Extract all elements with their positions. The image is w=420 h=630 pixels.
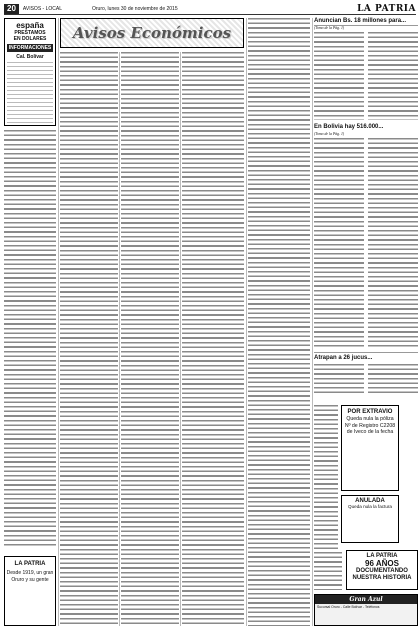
lost-notice — [341, 405, 399, 491]
news-body-2a — [314, 138, 364, 348]
column-divider — [58, 18, 59, 626]
page-number: 20 — [4, 4, 19, 14]
news-body-1a — [314, 32, 364, 120]
ad-la-patria-body: Desde 1919, un gran Oruro y su gente — [6, 570, 54, 583]
ad-espana-details — [7, 62, 53, 123]
classified-column-4 — [248, 18, 310, 626]
avisos-banner — [60, 18, 244, 48]
gran-azul-info: Sucursal Oruro - Calle Bolívar - Teléfonos — [317, 605, 380, 609]
annul-notice — [341, 495, 399, 543]
news-source-2: (Tomo de la Pág. 1) — [314, 132, 345, 136]
gran-azul-brand: Gran Azul — [315, 595, 417, 604]
column-divider — [246, 18, 247, 626]
classified-column-2 — [121, 52, 179, 626]
news-body-1b — [368, 32, 418, 120]
ad-la-patria — [4, 556, 56, 626]
ad-espana-line1: PRESTAMOS — [14, 30, 46, 36]
news-body-small — [314, 405, 338, 550]
ad-espana-line2: EN DOLARES — [13, 36, 47, 42]
column-divider — [119, 52, 120, 626]
classified-column-left — [4, 130, 56, 548]
anniversary-brand: LA PATRIA — [366, 553, 398, 559]
ad-espana — [4, 18, 56, 126]
column-divider — [180, 52, 181, 626]
section-name: AVISOS - LOCAL — [22, 5, 62, 12]
avisos-banner-title: Avisos Económicos — [72, 24, 232, 42]
annul-notice-title: ANULADA — [355, 498, 385, 504]
news-headline-2: En Bolivia hay 516.000... — [314, 124, 384, 130]
classified-column-1 — [60, 52, 118, 626]
page-header — [4, 3, 416, 15]
news-body-3b — [368, 364, 418, 394]
column-divider — [312, 18, 313, 626]
anniversary-slogan: DOCUMENTANDO NUESTRA HISTORIA — [352, 568, 412, 581]
news-body-3a — [314, 364, 364, 394]
news-headline-3: Atrapan a 26 jucus... — [314, 352, 418, 361]
publication-date: Oruro, lunes 30 de noviembre de 2015 — [92, 5, 178, 12]
ad-la-patria-title: LA PATRIA — [14, 561, 46, 567]
ad-espana-dark-line: INFORMACIONES — [8, 45, 52, 51]
lost-notice-title: POR EXTRAVIO — [347, 409, 393, 415]
news-headline-1: Anuncian Bs. 18 millones para... — [314, 18, 418, 26]
anniversary-ad — [346, 550, 418, 590]
news-body-2b — [368, 138, 418, 348]
ad-espana-line3: Cal. Bolívar — [16, 54, 44, 60]
lost-notice-body: Queda nula la póliza Nº de Registro C2208 de Iveco de la fecha — [344, 416, 396, 436]
masthead: LA PATRIA — [357, 3, 416, 14]
gran-azul-ad — [314, 594, 418, 626]
annul-notice-body: Queda nula la factura — [348, 504, 392, 509]
anniversary-years: 96 AÑOS — [365, 559, 399, 568]
ad-espana-brand: españa — [16, 21, 44, 30]
classified-column-3 — [182, 52, 244, 626]
news-source-1: (Tomo de la Pág. 1) — [314, 26, 345, 30]
notice-text-small — [314, 552, 342, 590]
left-ad-column — [4, 18, 56, 628]
